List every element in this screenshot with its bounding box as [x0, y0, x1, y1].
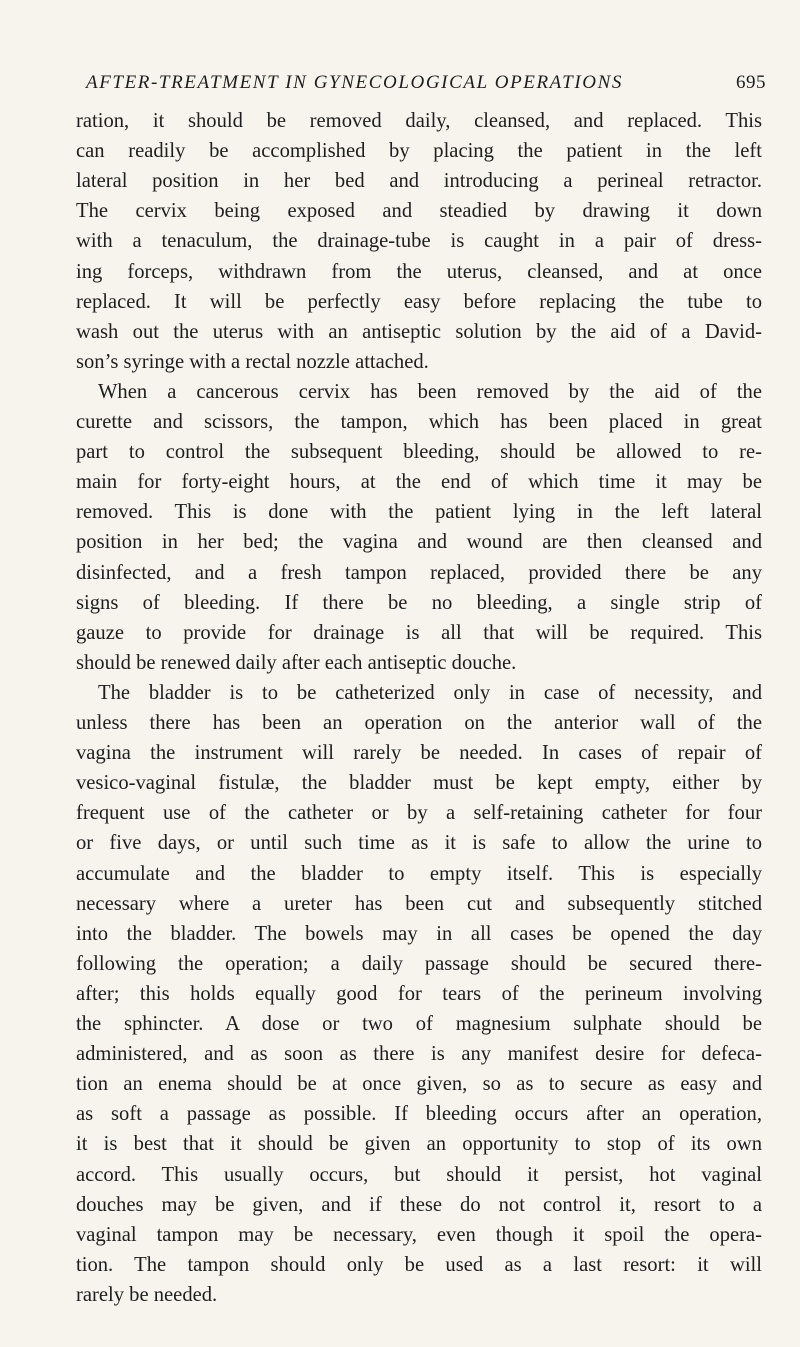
text-line: son’s syringe with a rectal nozzle attached.	[76, 350, 429, 373]
text-line: disinfected, and a fresh tampon replaced, provided there be any	[76, 561, 762, 584]
text-line: after; this holds equally good for tears of the perineum involving	[76, 982, 762, 1005]
text-line: vaginal tampon may be necessary, even though it spoil the opera-	[76, 1223, 762, 1246]
text-line: douches may be given, and if these do not control it, resort to a	[76, 1193, 762, 1216]
text-line: vagina the instrument will rarely be needed. In cases of repair of	[76, 742, 762, 765]
text-line: administered, and as soon as there is any manifest desire for defeca-	[76, 1043, 762, 1066]
text-line: the sphincter. A dose or two of magnesium sulphate should be	[76, 1013, 762, 1035]
text-line: with a tenaculum, the drainage-tube is caught in a pair of dress-	[76, 230, 762, 253]
text-line: main for forty-eight hours, at the end of which time it may be	[76, 471, 762, 494]
running-title: AFTER-TREATMENT IN GYNECOLOGICAL OPERATIONS	[86, 72, 623, 93]
text-line: removed. This is done with the patient lying in the left lateral	[76, 501, 762, 524]
text-line: position in her bed; the vagina and wound are then cleansed and	[76, 531, 762, 554]
text-line: or five days, or until such time as it is safe to allow the urine to	[76, 832, 762, 855]
text-line: rarely be needed.	[76, 1283, 218, 1306]
text-line: should be renewed daily after each antiseptic douche.	[76, 651, 517, 674]
text-line: following the operation; a daily passage should be secured there-	[76, 952, 762, 975]
text-line: gauze to provide for drainage is all that will be required. This	[76, 621, 762, 644]
text-line: wash out the uterus with an antiseptic solution by the aid of a David-	[76, 320, 762, 343]
text-line: tion an enema should be at once given, so as to secure as easy and	[76, 1073, 762, 1096]
text-line: accord. This usually occurs, but should it persist, hot vaginal	[76, 1163, 762, 1186]
text-line: necessary where a ureter has been cut and subsequently stitched	[76, 892, 762, 915]
text-line: ration, it should be removed daily, cleansed, and replaced. This	[76, 110, 762, 132]
paragraph-start: When a cancerous cervix has been removed by the aid of the	[98, 380, 762, 403]
text-line: part to control the subsequent bleeding, should be allowed to re-	[76, 441, 762, 464]
text-line: tion. The tampon should only be used as a last resort: it will	[76, 1253, 762, 1276]
text-line: signs of bleeding. If there be no bleeding, a single strip of	[76, 591, 762, 614]
page-number: 695	[736, 72, 766, 93]
text-line: it is best that it should be given an opportunity to stop of its own	[76, 1133, 762, 1156]
text-line: curette and scissors, the tampon, which has been placed in great	[76, 411, 762, 433]
running-head	[86, 72, 766, 102]
text-line: vesico-vaginal fistulæ, the bladder must be kept empty, either by	[76, 772, 762, 795]
text-line: ing forceps, withdrawn from the uterus, cleansed, and at once	[76, 260, 762, 283]
text-line: lateral position in her bed and introducing a perineal retractor.	[76, 170, 762, 193]
paragraph-start: The bladder is to be catheterized only in case of necessity, and	[98, 681, 762, 704]
text-line: replaced. It will be perfectly easy before replacing the tube to	[76, 290, 762, 313]
text-line: unless there has been an operation on the anterior wall of the	[76, 712, 762, 734]
text-line: can readily be accomplished by placing the patient in the left	[76, 140, 762, 163]
text-line: accumulate and the bladder to empty itself. This is especially	[76, 862, 762, 885]
text-line: into the bladder. The bowels may in all cases be opened the day	[76, 922, 762, 945]
text-line: as soft a passage as possible. If bleeding occurs after an operation,	[76, 1103, 762, 1126]
text-line: frequent use of the catheter or by a self-retaining catheter for four	[76, 802, 762, 825]
text-line: The cervix being exposed and steadied by drawing it down	[76, 200, 762, 223]
